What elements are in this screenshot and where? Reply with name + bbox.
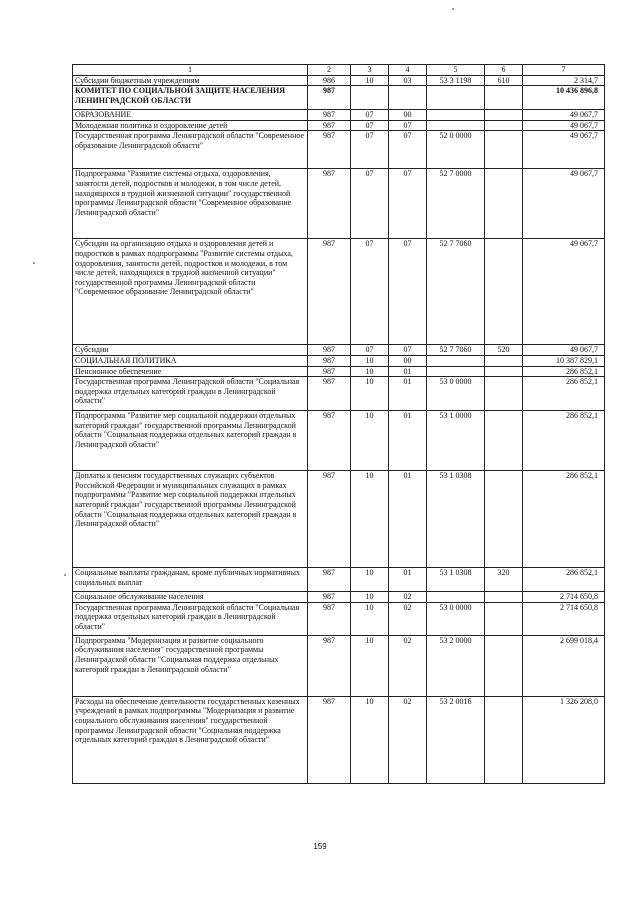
row-code-c5: 52 0 0000: [427, 131, 485, 169]
row-code-c5: [427, 110, 485, 121]
row-name: Молодежная политика и оздоровление детей: [73, 120, 308, 131]
row-code-c2: 987: [308, 411, 351, 471]
row-code-c3: 10: [351, 592, 389, 603]
row-code-c5: 53 1 0308: [427, 471, 485, 568]
row-code-c5: 52 7 7060: [427, 239, 485, 345]
table-row: [73, 366, 605, 377]
row-code-c6: [485, 110, 523, 121]
row-name: Субсидии на организацию отдыха и оздоровления детей и подростков в рамках подпрограммы "Развитие системы отдыха, оздоровления, занятости детей, подростков и молодежи, в том числе детей, находящихся в трудной жизненной ситуации" государственной программы Ленинградской области "Современное образование Ленинградской области": [73, 239, 308, 345]
row-code-c3: 07: [351, 110, 389, 121]
row-code-c2: 987: [308, 239, 351, 345]
table-row: [73, 568, 605, 592]
row-code-c2: 987: [308, 568, 351, 592]
row-amount: 286 852,1: [523, 471, 605, 568]
row-code-c4: 00: [389, 110, 427, 121]
row-name: Государственная программа Ленинградской области "Социальная поддержка отдельных категорий граждан в Ленинградской области": [73, 602, 308, 635]
budget-table: [72, 64, 605, 784]
row-name: Субсидии бюджетным учреждениям: [73, 75, 308, 86]
row-code-c5: [427, 86, 485, 110]
row-name: Социальное обслуживание населения: [73, 592, 308, 603]
row-code-c3: 10: [351, 696, 389, 783]
row-code-c2: 987: [308, 86, 351, 110]
row-name: Подпрограмма "Модернизация и развитие социального обслуживания населения" государственной программы Ленинградской области "Социальная поддержка отдельных категорий граждан в Ленинградской области": [73, 635, 308, 696]
row-code-c2: 987: [308, 592, 351, 603]
row-code-c6: [485, 377, 523, 411]
table-row: [73, 602, 605, 635]
row-name: Государственная программа Ленинградской области "Современное образование Ленинградской области": [73, 131, 308, 169]
row-amount: 49 067,7: [523, 239, 605, 345]
row-amount: 10 387 829,1: [523, 355, 605, 366]
row-code-c2: 987: [308, 345, 351, 356]
table-row: [73, 345, 605, 356]
row-code-c5: 53 1 0000: [427, 411, 485, 471]
row-code-c2: 987: [308, 120, 351, 131]
row-code-c4: 02: [389, 635, 427, 696]
row-name: КОМИТЕТ ПО СОЦИАЛЬНОЙ ЗАЩИТЕ НАСЕЛЕНИЯ ЛЕНИНГРАДСКОЙ ОБЛАСТИ: [73, 86, 308, 110]
header-cell: 6: [485, 65, 523, 76]
row-code-c3: 10: [351, 366, 389, 377]
row-code-c5: 53 2 0016: [427, 696, 485, 783]
budget-table-body: [73, 65, 605, 784]
row-code-c4: 01: [389, 411, 427, 471]
row-code-c6: [485, 635, 523, 696]
row-code-c4: 01: [389, 377, 427, 411]
table-row: [73, 169, 605, 239]
scan-speck: [33, 262, 35, 264]
row-code-c4: 02: [389, 696, 427, 783]
row-code-c4: [389, 86, 427, 110]
table-row: [73, 75, 605, 86]
row-code-c5: [427, 355, 485, 366]
row-name: Доплаты к пенсиям государственных служащих субъектов Российской Федерации и муниципальных служащих в рамках подпрограммы "Развитие мер социальной поддержки отдельных категорий граждан" государственной программы Ленинградской области "Социальная поддержка отдельных категорий граждан в Ленинградской области": [73, 471, 308, 568]
row-amount: 49 067,7: [523, 345, 605, 356]
table-row: [73, 696, 605, 783]
row-name: СОЦИАЛЬНАЯ ПОЛИТИКА: [73, 355, 308, 366]
row-code-c2: 987: [308, 635, 351, 696]
row-name: Подпрограмма "Развитие мер социальной поддержки отдельных категорий граждан" государственной программы Ленинградской области "Социальная поддержка отдельных категорий граждан в Ленинградской области": [73, 411, 308, 471]
row-amount: 49 067,7: [523, 131, 605, 169]
row-code-c6: 610: [485, 75, 523, 86]
row-code-c3: 07: [351, 120, 389, 131]
row-code-c6: [485, 169, 523, 239]
row-amount: 49 067,7: [523, 169, 605, 239]
row-name: Расходы на обеспечение деятельности государственных казенных учреждений в рамках подпрограммы "Модернизация и развитие социального обслуживания населения" государственной программы Ленинградской области "Социальная поддержка отдельных категорий граждан в Ленинградской области": [73, 696, 308, 783]
table-row: [73, 239, 605, 345]
row-name: Подпрограмма "Развитие системы отдыха, оздоровления, занятости детей, подростков и молодежи, в том числе детей, находящихся в трудной жизненной ситуации" государственной программы Ленинградской области "Современное образование Ленинградской области": [73, 169, 308, 239]
row-code-c3: 10: [351, 602, 389, 635]
table-row: [73, 355, 605, 366]
row-code-c4: 01: [389, 568, 427, 592]
row-code-c2: 987: [308, 110, 351, 121]
table-row: [73, 592, 605, 603]
row-code-c3: 07: [351, 345, 389, 356]
row-code-c2: 987: [308, 169, 351, 239]
row-code-c2: 987: [308, 696, 351, 783]
row-amount: 49 067,7: [523, 110, 605, 121]
row-code-c6: [485, 592, 523, 603]
row-amount: 10 436 896,8: [523, 86, 605, 110]
row-code-c6: [485, 131, 523, 169]
row-code-c2: 987: [308, 355, 351, 366]
page-number: 159: [313, 842, 327, 851]
row-name: Пенсионное обеспечение: [73, 366, 308, 377]
row-amount: 2 714 650,8: [523, 602, 605, 635]
row-code-c6: [485, 239, 523, 345]
row-code-c5: [427, 592, 485, 603]
row-amount: 286 852,1: [523, 568, 605, 592]
row-amount: 2 314,7: [523, 75, 605, 86]
row-code-c4: 02: [389, 602, 427, 635]
row-code-c2: 987: [308, 602, 351, 635]
row-code-c2: 987: [308, 471, 351, 568]
table-row: [73, 131, 605, 169]
row-code-c4: 07: [389, 131, 427, 169]
row-code-c3: 10: [351, 635, 389, 696]
row-code-c3: [351, 86, 389, 110]
scan-speck: [64, 574, 66, 576]
table-row: [73, 635, 605, 696]
row-code-c6: [485, 696, 523, 783]
row-amount: 286 852,1: [523, 377, 605, 411]
table-row: [73, 110, 605, 121]
row-code-c2: 987: [308, 377, 351, 411]
header-cell: 4: [389, 65, 427, 76]
header-cell: 7: [523, 65, 605, 76]
row-code-c2: 987: [308, 131, 351, 169]
row-name: Государственная программа Ленинградской области "Социальная поддержка отдельных категорий граждан в Ленинградской области": [73, 377, 308, 411]
row-code-c6: [485, 471, 523, 568]
row-code-c4: 07: [389, 345, 427, 356]
row-code-c6: [485, 355, 523, 366]
scan-speck: [452, 8, 454, 10]
row-code-c5: 53 2 0000: [427, 635, 485, 696]
table-row: [73, 411, 605, 471]
row-code-c5: [427, 120, 485, 131]
header-cell: 1: [73, 65, 308, 76]
row-name: ОБРАЗОВАНИЕ: [73, 110, 308, 121]
row-code-c5: 52 7 0000: [427, 169, 485, 239]
row-code-c4: 01: [389, 366, 427, 377]
row-code-c4: 02: [389, 592, 427, 603]
row-code-c4: 07: [389, 239, 427, 345]
row-code-c4: 00: [389, 355, 427, 366]
row-code-c4: 03: [389, 75, 427, 86]
header-cell: 5: [427, 65, 485, 76]
row-code-c2: 987: [308, 366, 351, 377]
row-code-c3: 07: [351, 169, 389, 239]
row-code-c6: [485, 602, 523, 635]
table-row: [73, 377, 605, 411]
row-code-c5: 53 0 0000: [427, 377, 485, 411]
row-amount: 286 852,1: [523, 366, 605, 377]
table-row: [73, 471, 605, 568]
row-code-c4: 01: [389, 471, 427, 568]
row-code-c3: 10: [351, 411, 389, 471]
header-row: [73, 65, 605, 76]
row-code-c6: [485, 366, 523, 377]
row-code-c3: 07: [351, 131, 389, 169]
row-name: Социальные выплаты гражданам, кроме публичных нормативных социальных выплат: [73, 568, 308, 592]
row-code-c5: 53 3 1198: [427, 75, 485, 86]
row-code-c6: 520: [485, 345, 523, 356]
row-amount: 1 326 208,0: [523, 696, 605, 783]
row-code-c3: 10: [351, 471, 389, 568]
row-code-c5: 53 0 0000: [427, 602, 485, 635]
table-row: [73, 120, 605, 131]
row-code-c6: [485, 120, 523, 131]
row-code-c6: 320: [485, 568, 523, 592]
row-code-c2: 986: [308, 75, 351, 86]
row-amount: 2 699 018,4: [523, 635, 605, 696]
row-code-c6: [485, 411, 523, 471]
row-code-c4: 07: [389, 169, 427, 239]
row-code-c3: 10: [351, 75, 389, 86]
row-code-c3: 10: [351, 568, 389, 592]
row-code-c6: [485, 86, 523, 110]
row-code-c3: 07: [351, 239, 389, 345]
row-code-c3: 10: [351, 377, 389, 411]
row-code-c5: 52 7 7060: [427, 345, 485, 356]
header-cell: 3: [351, 65, 389, 76]
row-name: Субсидии: [73, 345, 308, 356]
row-code-c5: [427, 366, 485, 377]
row-amount: 2 714 650,8: [523, 592, 605, 603]
row-amount: 49 067,7: [523, 120, 605, 131]
table-row: [73, 86, 605, 110]
header-cell: 2: [308, 65, 351, 76]
row-amount: 286 852,1: [523, 411, 605, 471]
row-code-c5: 53 1 0308: [427, 568, 485, 592]
row-code-c3: 10: [351, 355, 389, 366]
row-code-c4: 07: [389, 120, 427, 131]
